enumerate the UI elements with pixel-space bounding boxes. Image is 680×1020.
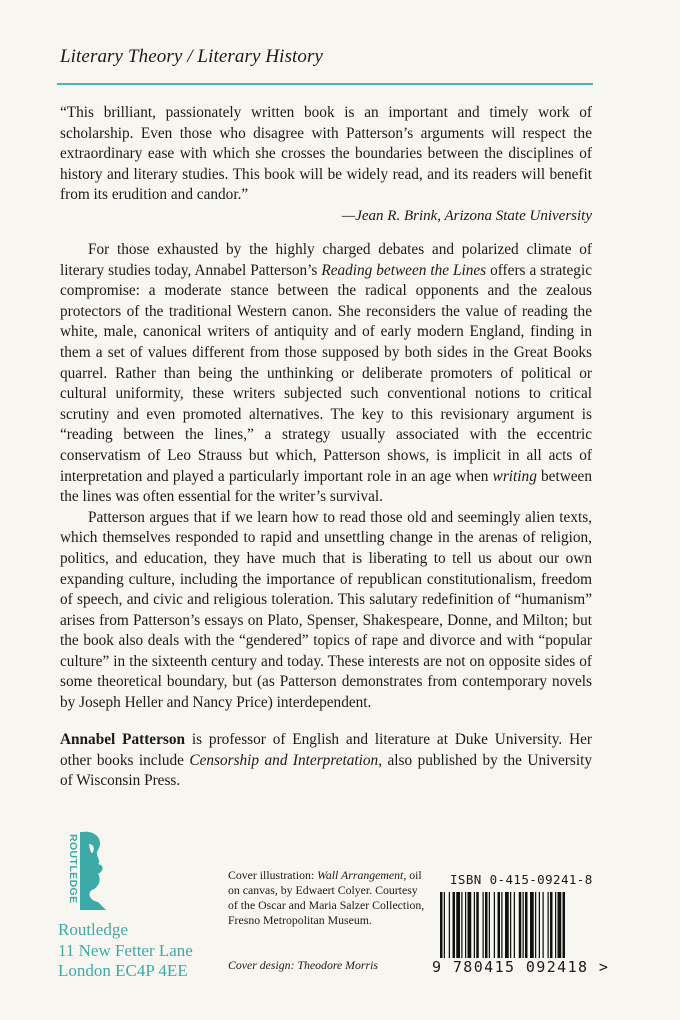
- cover-illustration-credit: Cover illustration: Wall Arrangement, oil on canvas, by Edwaert Colyer. Courtesy of the Oscar and Maria Salzer Collection, Fresno Metropolitan Museum.: [228, 868, 425, 927]
- barcode-bar: [456, 892, 460, 958]
- barcode-bar: [476, 892, 479, 958]
- barcode-bar: [555, 892, 556, 958]
- author-bio: Annabel Patterson is professor of English and literature at Duke University. Her other books include Censorship and Interpretation, also published by the University of Wisconsin Press.: [60, 731, 593, 790]
- isbn-label: ISBN 0-415-09241-8: [450, 872, 593, 887]
- barcode-bar: [510, 892, 511, 958]
- blurb-attribution: —Jean R. Brink, Arizona State University: [341, 208, 592, 224]
- book-description: [60, 240, 592, 714]
- barcode-bar: [535, 892, 536, 958]
- barcode-bar: [530, 892, 534, 958]
- header-rule: [57, 83, 593, 85]
- barcode-bar: [543, 892, 544, 958]
- barcode-bar: [514, 892, 515, 958]
- routledge-logo-icon: [58, 830, 116, 912]
- blurb-quote: “This brilliant, passionately written book is an important and timely work of scholarship. Even those who disagree with Patterson’s arguments will respect the extraordinary ease with which she crosses the boundaries between the disciplines of history and literary studies. This book will be widely read, and its readers will benefit from its erudition and candor.”: [60, 104, 592, 204]
- series-title: Literary Theory / Literary History: [60, 46, 324, 67]
- barcode-bar: [461, 892, 462, 958]
- description-paragraph-2: Patterson argues that if we learn how to read those old and seemingly alien texts, which themselves responded to rapid and unsettling change in the arenas of religion, politics, and education, they have much that is liberating to tell us about our own expanding culture, including the importance of republican constitutionalism, freedom of speech, and civic and religious toleration. This salutary redefinition of “humanism” arises from Patterson’s essays on Plato, Spenser, Shakespeare, Donne, and Milton; but the book also deals with the “gendered” topics of rape and divorce and with “popular culture” in the sixteenth century and today. These interests are not on opposite sides of some theoretical boundary, but (as Patterson demonstrates from contemporary novels by Joseph Heller and Nancy Price) interdependent.: [60, 508, 592, 712]
- book-title: Reading between the Lines: [321, 261, 487, 279]
- barcode-bar: [474, 892, 475, 958]
- barcode-bar: [453, 892, 456, 958]
- barcode-bar: [498, 892, 501, 958]
- barcode-bar: [550, 892, 553, 958]
- barcode-bar: [449, 892, 450, 958]
- publisher-address: [58, 920, 193, 982]
- barcode-digits: 9 780415 092418 >: [432, 958, 610, 976]
- barcode-bar: [519, 892, 522, 958]
- description-paragraph-1: For those exhausted by the highly charged debates and polarized climate of literary studies today, Annabel Patterson’s Reading between the Lines offers a strategic compromise: a moderate stance between the radical opponents and the zealous protectors of the traditional Western canon. She reconsiders the value of reading the white, male, canonical writers of antiquity and of early modern England, finding in them a set of values different from those supposed by both sides in the Great Books quarrel. Rather than being the unthinking or deliberate promoters of political or cultural uniformity, these writers subjected such conventional notions to critical scrutiny and even promoted alternatives. The key to this revisionary argument is “reading between the lines,” a strategy usually associated with the eccentric conservatism of Leo Strauss but which, Patterson shows, is implicit in all acts of interpretation and played a particularly important role in an age when writing between the lines was often essential for the writer’s survival.: [60, 241, 592, 506]
- publisher-address-line-1: 11 New Fetter Lane: [58, 940, 193, 960]
- barcode-bar: [494, 892, 495, 958]
- barcode-bar: [485, 892, 488, 958]
- barcode-bar: [525, 892, 528, 958]
- barcode-bar: [539, 892, 540, 958]
- author-name: Annabel Patterson: [60, 731, 185, 748]
- logo-wordmark: ROUTLEDGE: [67, 834, 79, 904]
- barcode-bar: [523, 892, 524, 958]
- barcode-bar: [489, 892, 490, 958]
- barcode-bar: [468, 892, 472, 958]
- barcode-bar: [548, 892, 549, 958]
- publisher-address-line-2: London EC4P 4EE: [58, 961, 188, 980]
- barcode-bar: [465, 892, 466, 958]
- publisher-name: Routledge: [58, 920, 128, 939]
- cover-design-credit: Cover design: Theodore Morris: [228, 958, 378, 972]
- barcode-bar: [483, 892, 484, 958]
